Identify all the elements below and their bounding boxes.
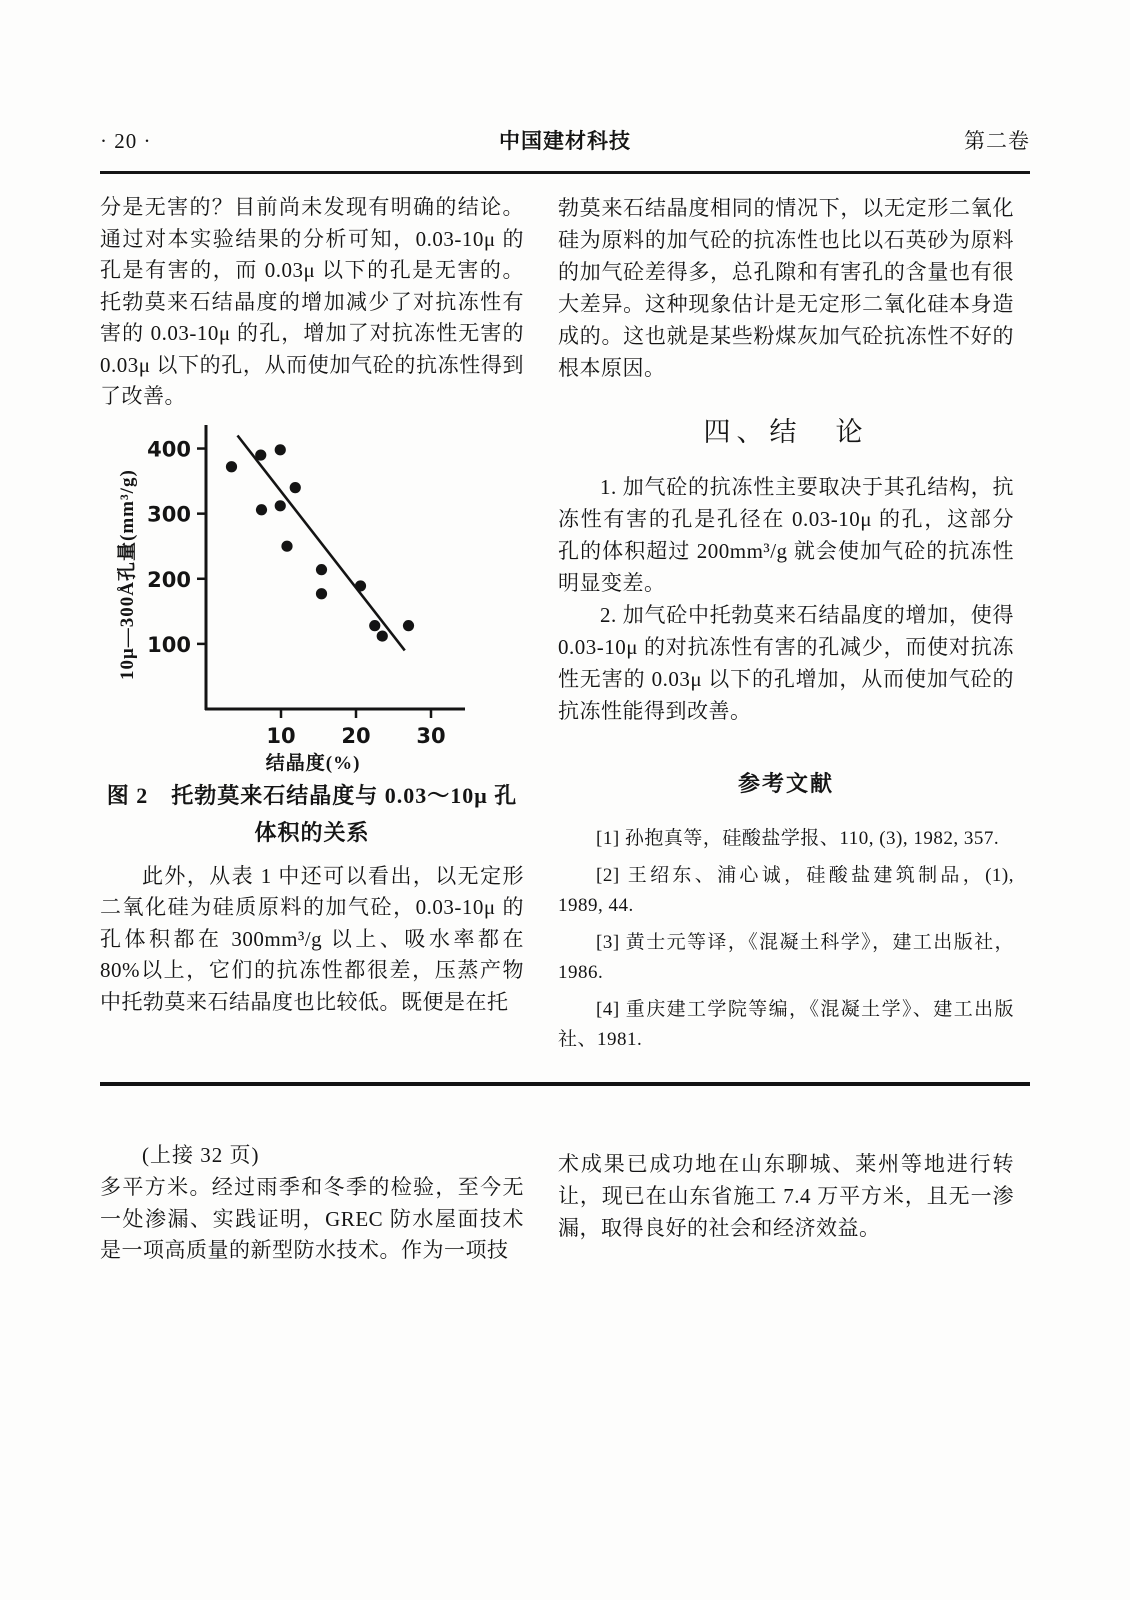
data-point	[316, 564, 327, 575]
continued-left-column	[100, 1138, 524, 1267]
scatter-chart	[106, 421, 536, 773]
conclusion-item-1: 1. 加气砼的抗冻性主要取决于其孔结构，抗冻性有害的孔是孔径在 0.03-10μ 的孔，这部分孔的体积超过 200mm³/g 就会使加气砼的抗冻性明显变差。	[558, 475, 1014, 595]
continued-from-note: (上接 32 页)	[142, 1143, 260, 1167]
y-tick-label: 100	[147, 632, 191, 657]
right-column	[558, 192, 1014, 1062]
reference-item: [1] 孙抱真等，硅酸盐学报、110, (3), 1982, 357.	[596, 828, 1000, 849]
reference-item: [3] 黄士元等译，《混凝土科学》，建工出版社，1986.	[558, 932, 1014, 983]
journal-title: 中国建材科技	[499, 129, 631, 153]
data-point	[377, 630, 388, 641]
conclusion-item-2: 2. 加气砼中托勃莫来石结晶度的增加，使得 0.03-10μ 的对抗冻性有害的孔减少，而使对抗冻性无害的 0.03μ 以下的孔增加，从而使加气砼的抗冻性能得到改善。	[558, 603, 1014, 723]
y-tick-label: 300	[147, 502, 191, 527]
y-tick-label: 200	[147, 567, 191, 592]
data-point	[281, 540, 292, 551]
header-rule	[100, 171, 1030, 174]
left-paragraph-2: 此外，从表 1 中还可以看出，以无定形二氧化硅为硅质原料的加气砼，0.03-10μ 的孔体积都在 300mm³/g 以上、吸水率都在 80%以上，它们的抗冻性都很差，压蒸产物中托勃莫来石结晶度也比较低。既便是在托	[100, 863, 524, 1014]
data-point	[275, 500, 286, 511]
data-point	[226, 461, 237, 472]
figure-2-caption	[100, 777, 524, 851]
figure-2	[100, 421, 524, 851]
left-column	[100, 192, 524, 1062]
data-point	[403, 620, 414, 631]
trend-line	[238, 435, 405, 650]
continued-article-columns	[100, 1138, 1030, 1267]
right-paragraph-1: 勃莫来石结晶度相同的情况下，以无定形二氧化硅为原料的加气砼的抗冻性也比以石英砂为原料的加气砼差得多，总孔隙和有害孔的含量也有很大差异。这种现象估计是无定形二氧化硅本身造成的。这也就是某些粉煤灰加气砼抗冻性不好的根本原因。	[558, 196, 1014, 380]
y-axis-label: 10μ—300Å孔量(mm³/g)	[117, 468, 138, 680]
volume-label: 第二卷	[964, 129, 1030, 153]
y-tick-label: 400	[147, 437, 191, 462]
references-heading: 参考文献	[737, 771, 834, 796]
x-tick-label: 10	[266, 723, 296, 748]
page-number: · 20 ·	[100, 129, 152, 153]
figure-caption-line1: 图 2 托勃莫来石结晶度与 0.03～10μ 孔	[106, 782, 518, 808]
left-paragraph-1: 分是无害的？目前尚未发现有明确的结论。通过对本实验结果的分析可知，0.03-10μ 的孔是有害的，而 0.03μ 以下的孔是无害的。托勃莫来石结晶度的增加减少了对抗冻性有害的 0.03-10μ 的孔，增加了对抗冻性无害的 0.03μ 以下的孔，从而使加气砼的抗冻性得到了改善。	[100, 195, 524, 408]
continued-right-text: 术成果已成功地在山东聊城、莱州等地进行转让，现已在山东省施工 7.4 万平方米，且无一渗漏，取得良好的社会和经济效益。	[558, 1152, 1014, 1240]
data-point	[256, 504, 267, 515]
reference-item: [2] 王绍东、浦心诚，硅酸盐建筑制品，(1), 1989, 44.	[558, 865, 1014, 916]
section-divider-rule	[100, 1082, 1030, 1086]
main-two-columns	[100, 192, 1030, 1062]
reference-item: [4] 重庆建工学院等编，《混凝土学》、建工出版社、1981.	[558, 999, 1014, 1050]
page-header	[100, 125, 1030, 155]
data-point	[355, 580, 366, 591]
data-point	[290, 482, 301, 493]
x-tick-label: 30	[416, 723, 446, 748]
data-point	[369, 620, 380, 631]
data-point	[275, 444, 286, 455]
data-point	[316, 588, 327, 599]
x-axis-label: 结晶度(%)	[265, 752, 361, 773]
figure-caption-line2: 体积的关系	[254, 819, 370, 845]
conclusion-section-heading: 四、结 论	[703, 417, 869, 447]
continued-left-text: 多平方米。经过雨季和冬季的检验，至今无一处渗漏、实践证明，GREC 防水屋面技术是一项高质量的新型防水技术。作为一项技	[100, 1175, 524, 1262]
x-tick-label: 20	[341, 723, 371, 748]
continued-right-column	[558, 1138, 1014, 1267]
data-point	[255, 449, 266, 460]
